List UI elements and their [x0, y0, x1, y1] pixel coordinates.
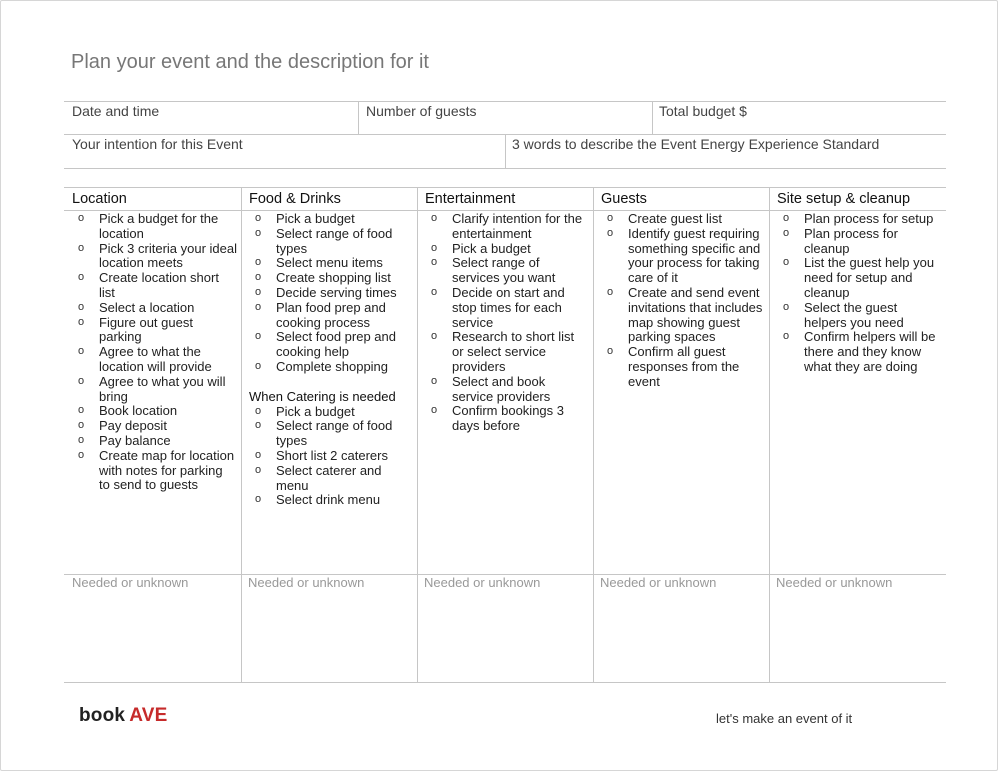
page-title: Plan your event and the description for it — [71, 51, 429, 73]
task-item: o Plan process for cleanup — [769, 227, 946, 257]
task-list — [241, 212, 417, 375]
task-item: o Confirm all guest responses from the event — [593, 345, 769, 389]
task-item: o Complete shopping — [241, 360, 417, 375]
divider — [358, 101, 359, 134]
divider — [652, 101, 653, 134]
task-item: o Select and book service providers — [417, 375, 593, 405]
logo-ave-text: AVE — [129, 705, 168, 726]
task-item: o Pick 3 criteria your ideal location meets — [64, 242, 241, 272]
task-item: o Create location short list — [64, 271, 241, 301]
task-item: o Select food prep and cooking help — [241, 330, 417, 360]
task-item: o Select range of food types — [241, 227, 417, 257]
task-item: o Research to short list or select service providers — [417, 330, 593, 374]
divider — [505, 134, 506, 168]
task-item: o Short list 2 caterers — [241, 449, 417, 464]
column-entertainment — [417, 189, 593, 571]
task-item: o Pay balance — [64, 434, 241, 449]
task-item: o Create and send event invitations that includes map showing guest parking spaces — [593, 286, 769, 345]
column-guests — [593, 189, 769, 571]
rule — [64, 682, 946, 683]
column-heading: Guests — [601, 191, 647, 207]
task-item: o Clarify intention for the entertainment — [417, 212, 593, 242]
catering-subheading: When Catering is needed — [249, 388, 396, 404]
task-item: o Decide on start and stop times for each service — [417, 286, 593, 330]
task-item: o Select range of food types — [241, 419, 417, 449]
task-item: o Select menu items — [241, 256, 417, 271]
date-time-field[interactable]: Date and time — [72, 103, 160, 119]
tagline: let's make an event of it — [716, 711, 853, 726]
column-heading: Location — [72, 191, 127, 207]
intention-field[interactable]: Your intention for this Event — [72, 136, 243, 152]
rule — [64, 168, 946, 169]
task-item: o Select a location — [64, 301, 241, 316]
task-list — [769, 212, 946, 375]
task-item: o Create map for location with notes for parking to send to guests — [64, 449, 241, 493]
task-item: o Decide serving times — [241, 286, 417, 301]
task-item: o Book location — [64, 404, 241, 419]
rule — [64, 187, 946, 188]
needed-food-field[interactable]: Needed or unknown — [248, 575, 365, 590]
task-item: o Pick a budget — [241, 212, 417, 227]
task-item: o Agree to what you will bring — [64, 375, 241, 405]
needed-setup-field[interactable]: Needed or unknown — [776, 575, 893, 590]
task-item: o Confirm helpers will be there and they know what they are doing — [769, 330, 946, 374]
three-words-field[interactable]: 3 words to describe the Event Energy Experience Standard — [512, 136, 880, 152]
task-item: o Figure out guest parking — [64, 316, 241, 346]
task-item: o Select range of services you want — [417, 256, 593, 286]
rule — [64, 101, 946, 102]
column-food-drinks — [241, 189, 417, 571]
column-site-setup — [769, 189, 946, 571]
task-list — [64, 212, 241, 493]
task-item: o Pick a budget — [241, 405, 417, 420]
task-item: o Select caterer and menu — [241, 464, 417, 494]
column-heading: Entertainment — [425, 191, 516, 207]
task-item: o Pick a budget for the location — [64, 212, 241, 242]
column-heading: Food & Drinks — [249, 191, 341, 207]
catering-task-list — [241, 405, 417, 509]
task-list — [417, 212, 593, 434]
needed-location-field[interactable]: Needed or unknown — [72, 575, 189, 590]
task-item: o Identify guest requiring something specific and your process for taking care of it — [593, 227, 769, 286]
needed-entertainment-field[interactable]: Needed or unknown — [424, 575, 541, 590]
task-item: o Plan food prep and cooking process — [241, 301, 417, 331]
needed-guests-field[interactable]: Needed or unknown — [600, 575, 717, 590]
task-item: o Create shopping list — [241, 271, 417, 286]
task-item: o Plan process for setup — [769, 212, 946, 227]
column-location — [64, 189, 241, 571]
task-item: o Agree to what the location will provide — [64, 345, 241, 375]
total-budget-field[interactable]: Total budget $ — [659, 103, 747, 119]
task-item: o Create guest list — [593, 212, 769, 227]
guests-count-field[interactable]: Number of guests — [366, 103, 477, 119]
task-item: o List the guest help you need for setup and cleanup — [769, 256, 946, 300]
logo-book-text: book — [79, 705, 126, 726]
task-list — [593, 212, 769, 390]
task-item: o Pick a budget — [417, 242, 593, 257]
task-item: o Pay deposit — [64, 419, 241, 434]
task-item: o Select drink menu — [241, 493, 417, 508]
task-item: o Confirm bookings 3 days before — [417, 404, 593, 434]
column-heading: Site setup & cleanup — [777, 191, 911, 207]
task-item: o Select the guest helpers you need — [769, 301, 946, 331]
bookave-logo — [79, 705, 167, 727]
